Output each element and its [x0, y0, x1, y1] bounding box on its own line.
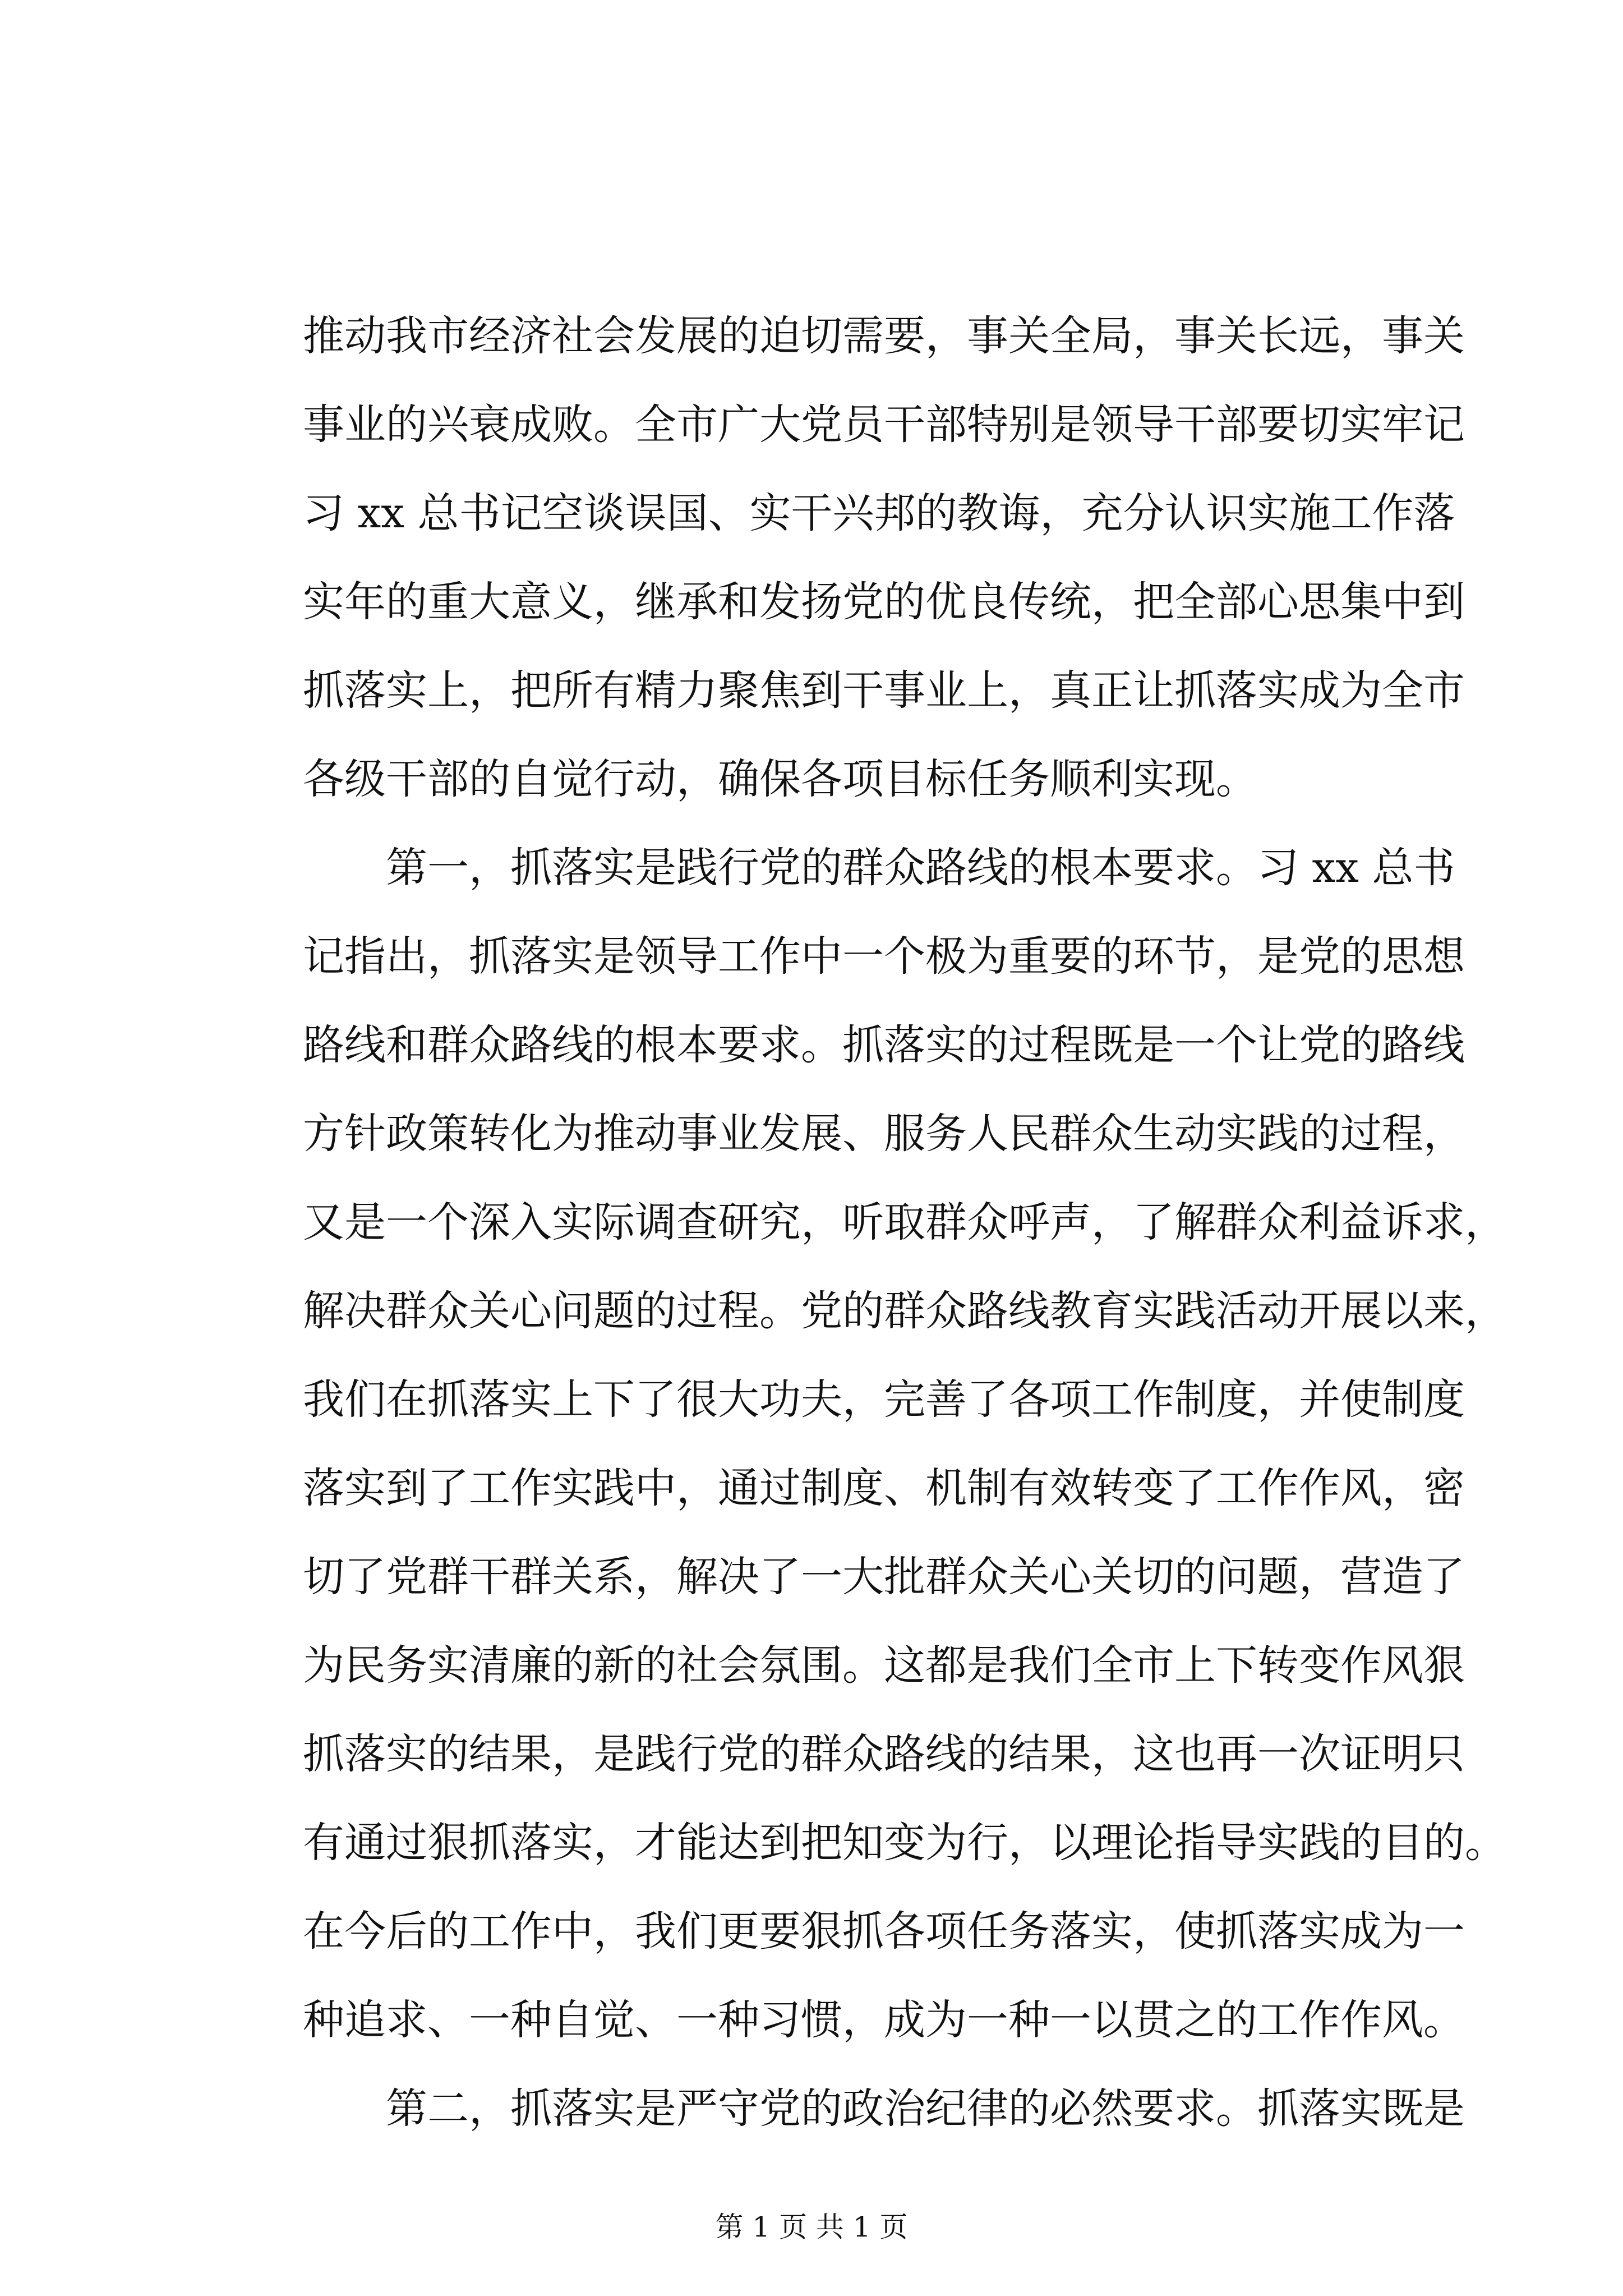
text-line-16: 为民务实清廉的新的社会氛围。这都是我们全市上下转变作风狠	[303, 1641, 1465, 1690]
text-line-5: 抓落实上，把所有精力聚焦到干事业上，真正让抓落实成为全市	[303, 666, 1465, 715]
text-line-9: 路线和群众路线的根本要求。抓落实的过程既是一个让党的路线	[303, 1021, 1465, 1069]
text-line-3: 习 xx 总书记空谈误国、实干兴邦的教诲，充分认识实施工作落	[303, 489, 1455, 537]
text-line-10: 方针政策转化为推动事业发展、服务人民群众生动实践的过程，	[303, 1110, 1465, 1158]
text-line-13: 我们在抓落实上下了很大功夫，完善了各项工作制度，并使制度	[303, 1375, 1465, 1424]
text-line-14: 落实到了工作实践中，通过制度、机制有效转变了工作作风，密	[303, 1464, 1465, 1512]
paragraph-second-line: 第二，抓落实是严守党的政治纪律的必然要求。抓落实既是	[386, 2085, 1465, 2133]
paragraph-first-line: 第一，抓落实是践行党的群众路线的根本要求。习 xx 总书	[386, 844, 1455, 892]
text-line-17: 抓落实的结果，是践行党的群众路线的结果，这也再一次证明只	[303, 1730, 1465, 1778]
text-line-18: 有通过狠抓落实，才能达到把知变为行，以理论指导实践的目的。	[303, 1819, 1506, 1867]
text-line-8: 记指出，抓落实是领导工作中一个极为重要的环节，是党的思想	[303, 932, 1465, 981]
text-line-20: 种追求、一种自觉、一种习惯，成为一种一以贯之的工作作风。	[303, 1996, 1465, 2044]
page-footer: 第 1 页 共 1 页	[715, 2211, 908, 2243]
text-line-12: 解决群众关心问题的过程。党的群众路线教育实践活动开展以来，	[303, 1287, 1506, 1335]
text-line-2: 事业的兴衰成败。全市广大党员干部特别是领导干部要切实牢记	[303, 401, 1465, 449]
text-line-19: 在今后的工作中，我们更要狠抓各项任务落实，使抓落实成为一	[303, 1907, 1465, 1955]
text-line-15: 切了党群干群关系，解决了一大批群众关心关切的问题，营造了	[303, 1553, 1465, 1601]
text-line-1: 推动我市经济社会发展的迫切需要，事关全局，事关长远，事关	[303, 312, 1465, 360]
text-line-11: 又是一个深入实际调查研究，听取群众呼声，了解群众利益诉求，	[303, 1198, 1506, 1246]
text-line-6: 各级干部的自觉行动，确保各项目标任务顺利实现。	[303, 755, 1257, 803]
text-line-4: 实年的重大意义，继承和发扬党的优良传统，把全部心思集中到	[303, 578, 1465, 626]
document-body	[303, 292, 1506, 2153]
